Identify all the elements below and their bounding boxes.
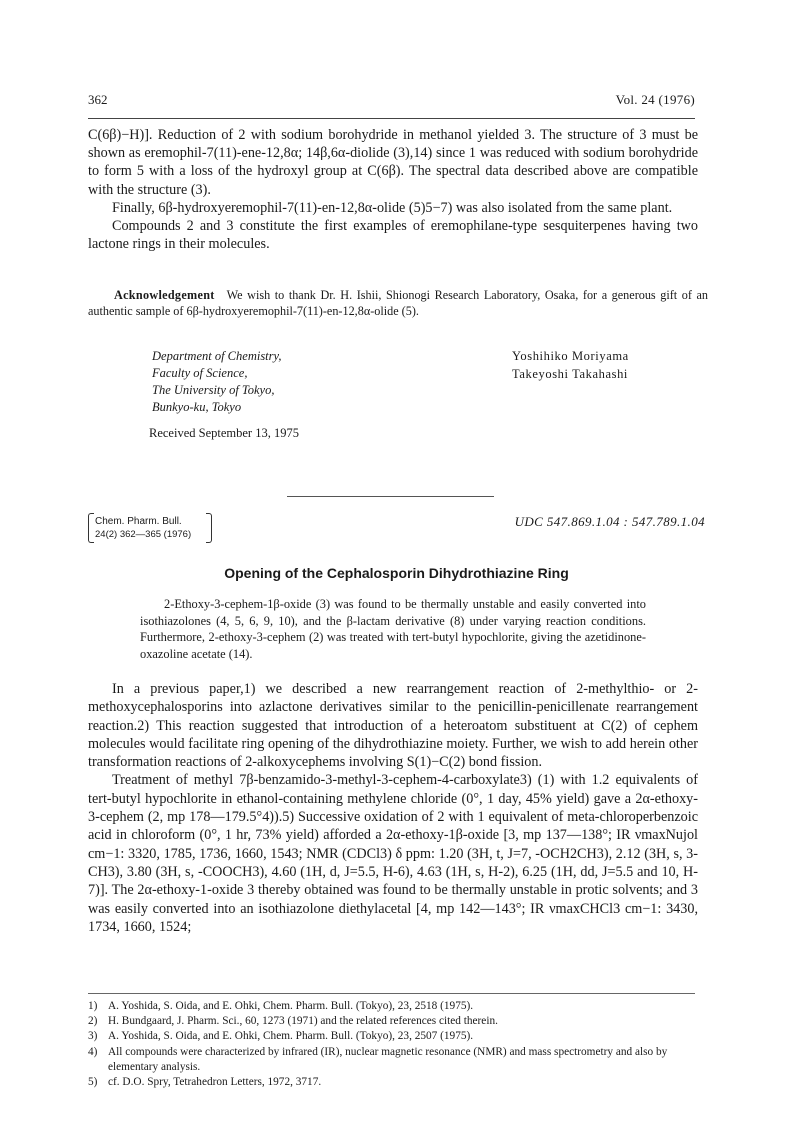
- affiliation-line: Bunkyo-ku, Tokyo: [152, 400, 242, 414]
- footnote: [88, 1045, 696, 1075]
- journal-reference: [88, 513, 208, 545]
- affiliation-line: Faculty of Science,: [152, 366, 248, 380]
- abstract-text: 2-Ethoxy-3-cephem-1β-oxide (3) was found to be thermally unstable and easily converted into isothiazolones (4, 5, 6, 9, 10), and the β-lactam derivative (8) under varying reaction conditions. Furthermore, 2-ethoxy-3-cephem (2) was treated with tert-butyl hypochlorite, giving the azetidinone-oxazoline acetate (14).: [140, 597, 646, 661]
- acknowledgement-text: We wish to thank Dr. H. Ishii, Shionogi Research Laboratory, Osaka, for a generous gift of an authentic sample of 6β-hydroxyeremophil-7(11)-en-12,8α-olide (5).: [88, 288, 708, 318]
- footnote-text: cf. D.O. Spry, Tetrahedron Letters, 1972, 3717.: [108, 1076, 322, 1089]
- affiliation-line: The University of Tokyo,: [152, 383, 275, 397]
- affiliation: [152, 348, 282, 416]
- footnote-number: 2): [88, 1015, 98, 1028]
- footnote-number: 5): [88, 1076, 98, 1089]
- footnote-text: A. Yoshida, S. Oida, and E. Ohki, Chem. Pharm. Bull. (Tokyo), 23, 2507 (1975).: [108, 1030, 474, 1043]
- abstract: [140, 596, 646, 662]
- bracket-right: [206, 513, 212, 543]
- footnote-text: A. Yoshida, S. Oida, and E. Ohki, Chem. Pharm. Bull. (Tokyo), 23, 2518 (1975).: [108, 1000, 474, 1012]
- article-divider: [287, 496, 494, 497]
- footnote-text: All compounds were characterized by infrared (IR), nuclear magnetic resonance (NMR) and mass spectrometry and also by elementary analysis.: [108, 1045, 668, 1073]
- udc-code: UDC 547.869.1.04 : 547.789.1.04: [514, 514, 705, 529]
- paragraph: In a previous paper,1) we described a new rearrangement reaction of 2-methylthio- or 2-methoxycephalosporins into azlactone derivatives similar to the penicillin-penicillenate rearrangement reaction.2) This reaction suggested that introduction of a heteroatom substituent at C(2) of cephem molecules would facilitate ring opening of the dihydrothiazine moiety. Further, we wish to add herein other transformation reactions of 2-alkoxycephems involving S(1)−C(2) bond fission.: [88, 681, 698, 771]
- affiliation-line: Department of Chemistry,: [152, 349, 282, 363]
- article-body: [88, 680, 698, 936]
- author-name: Yoshihiko Moriyama: [512, 349, 629, 363]
- paragraph: Finally, 6β-hydroxyeremophil-7(11)-en-12,8α-olide (5)5−7) was also isolated from the same plant.: [112, 199, 673, 216]
- acknowledgement-heading: Acknowledgement: [114, 288, 215, 302]
- journal-name: Chem. Pharm. Bull.: [95, 516, 182, 527]
- previous-article-body: [88, 126, 698, 253]
- journal-volume: 24(2) 362—365 (1976): [95, 529, 192, 540]
- header-rule: [88, 118, 695, 119]
- author-name: Takeyoshi Takahashi: [512, 366, 628, 381]
- footnote: [88, 1029, 696, 1044]
- footnote: [88, 1014, 696, 1029]
- footnote: [88, 999, 696, 1014]
- footnote-rule: [88, 993, 695, 994]
- received-date: Received September 13, 1975: [149, 426, 299, 440]
- footnote-text: H. Bundgaard, J. Pharm. Sci., 60, 1273 (1971) and the related references cited therein.: [108, 1015, 498, 1028]
- volume-label: Vol. 24 (1976): [615, 92, 695, 107]
- authors: [512, 348, 629, 383]
- article-title: Opening of the Cephalosporin Dihydrothiazine Ring: [224, 565, 569, 581]
- bracket-left: [88, 513, 94, 543]
- footnote-number: 1): [88, 1000, 98, 1012]
- running-header: [88, 92, 695, 112]
- paragraph: Compounds 2 and 3 constitute the first examples of eremophilane-type sesquiterpenes having two lactone rings in their molecules.: [88, 218, 698, 253]
- footnote-number: 3): [88, 1030, 98, 1043]
- paragraph: C(6β)−H)]. Reduction of 2 with sodium borohydride in methanol yielded 3. The structure of 3 must be shown as eremophil-7(11)-ene-12,8α; 14β,6α-diolide (3),14) since 1 was reduced with sodium borohydride to form 5 with a loss of the hydroxyl group at C(6β). The spectral data described above are compatible with the structure (3).: [88, 127, 698, 198]
- footnote-number: 4): [88, 1045, 98, 1058]
- footnote: [88, 1075, 696, 1090]
- paragraph: Treatment of methyl 7β-benzamido-3-methyl-3-cephem-4-carboxylate3) (1) with 1.2 equivalents of tert-butyl hypochlorite in ethanol-containing methylene chloride (0°, 1 day, 45% yield) gave a 2α-ethoxy-3-cephem (2, mp 178—179.5°4)).5) Successive oxidation of 2 with 1 equivalent of meta-chloroperbenzoic acid in chloroform (0°, 1 hr, 73% yield) afforded a 2α-ethoxy-1β-oxide [3, mp 137—138°; IR νmaxNujol cm−1: 3320, 1785, 1736, 1660, 1543; NMR (CDCl3) δ ppm: 1.20 (3H, t, J=7, -OCH2CH3), 2.12 (3H, s, 3-CH3), 3.80 (3H, s, -COOCH3), 4.60 (1H, d, J=5.5, H-6), 4.63 (1H, s, H-2), 6.25 (1H, dd, J=5.5 and 10, H-7)]. The 2α-ethoxy-1-oxide 3 thereby obtained was found to be thermally unstable in protic solvents; and 3 was easily converted into an isothiazolone diethylacetal [4, mp 142—143°; IR νmaxCHCl3 cm−1: 3430, 1734, 1660, 1524;: [88, 772, 698, 935]
- footnotes: [88, 999, 696, 1090]
- acknowledgement: [88, 287, 708, 319]
- page-number: 362: [88, 92, 108, 107]
